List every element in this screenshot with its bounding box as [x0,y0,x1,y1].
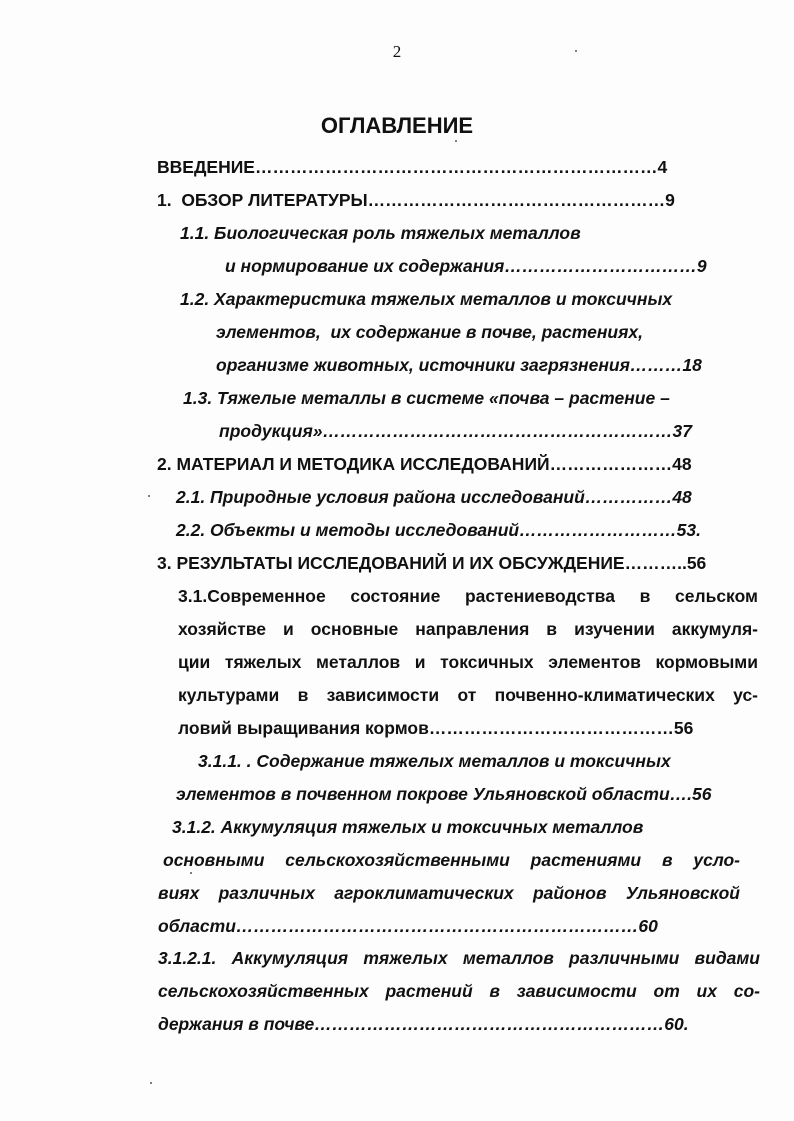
toc-entry-3-1-2-line4: области……………………………………………………………60 [158,916,658,936]
toc-entry-chapter-1: 1. ОБЗОР ЛИТЕРАТУРЫ……………………………………………9 [157,190,675,210]
toc-entry-3-1-line4: культурами в зависимости от почвенно-климатических ус- [178,685,758,705]
toc-entry-3-1-1-line2: элементов в почвенном покрове Ульяновской области….56 [176,784,712,804]
toc-entry-3-1-2-line2: основными сельскохозяйственными растениями в усло- [163,850,740,870]
toc-entry-3-1-line3: ции тяжелых металлов и токсичных элементов кормовыми [178,652,758,672]
scan-speck [190,872,192,874]
toc-entry-3-1-2-1-line3: держания в почве……………………………………………………60. [158,1014,689,1034]
toc-entry-3-1-2-1-line1: 3.1.2.1. Аккумуляция тяжелых металлов различными видами [158,948,760,968]
toc-entry-3-1-line5: ловий выращивания кормов……………………………………56 [178,718,694,738]
toc-entry-1-2-line3: организме животных, источники загрязнения………18 [216,355,702,375]
page-title: ОГЛАВЛЕНИЕ [320,113,474,138]
toc-entry-3-1-2-line3: виях различных агроклиматических районов Ульяновской [158,883,740,903]
toc-entry-3-1-line2: хозяйстве и основные направления в изучении аккумуля- [178,619,758,639]
toc-entry-3-1-line1: 3.1.Современное состояние растениеводства в сельском [178,586,758,606]
toc-entry-1-3-line1: 1.3. Тяжелые металлы в системе «почва – растение – [183,388,670,408]
toc-entry-intro: ВВЕДЕНИЕ……………………………………………………………4 [157,157,668,177]
toc-entry-2-2: 2.2. Объекты и методы исследований………………………53. [176,520,701,540]
scan-speck [148,495,150,497]
toc-entry-1-1-line1: 1.1. Биологическая роль тяжелых металлов [180,223,581,243]
toc-entry-1-3-line2: продукция»……………………………………………………37 [219,421,692,441]
scan-speck [150,1082,152,1084]
toc-entry-3-1-2-1-line2: сельскохозяйственных растений в зависимости от их со- [158,981,760,1001]
toc-entry-chapter-2: 2. МАТЕРИАЛ И МЕТОДИКА ИССЛЕДОВАНИЙ…………………48 [157,454,692,474]
toc-entry-3-1-2-line1: 3.1.2. Аккумуляция тяжелых и токсичных металлов [172,817,644,837]
scan-speck [575,50,577,52]
toc-entry-2-1: 2.1. Природные условия района исследований……………48 [176,487,692,507]
toc-entry-1-1-line2: и нормирование их содержания……………………………9 [225,256,707,276]
scan-speck [455,140,457,142]
toc-entry-3-1-1-line1: 3.1.1. . Содержание тяжелых металлов и токсичных [198,751,671,771]
toc-entry-1-2-line1: 1.2. Характеристика тяжелых металлов и токсичных [180,289,673,309]
page-number: 2 [392,42,402,61]
toc-entry-1-2-line2: элементов, их содержание в почве, растениях, [216,322,643,342]
toc-entry-chapter-3: 3. РЕЗУЛЬТАТЫ ИССЛЕДОВАНИЙ И ИХ ОБСУЖДЕНИЕ………..56 [157,553,707,573]
